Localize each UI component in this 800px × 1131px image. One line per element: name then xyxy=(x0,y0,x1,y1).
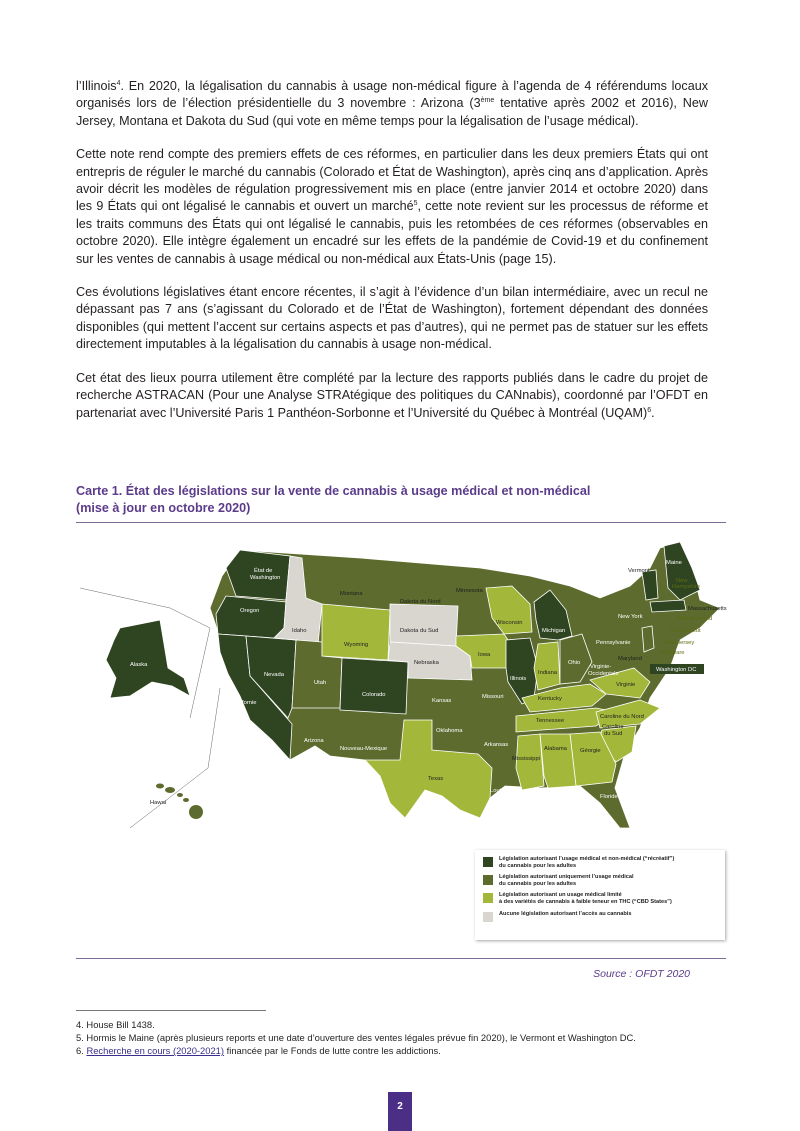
footnote-4: 4. House Bill 1438. xyxy=(76,1019,155,1030)
legend-swatch-limited xyxy=(483,893,493,903)
label-washington-2: Washington xyxy=(250,575,281,581)
map-caption-line-2: (mise à jour en octobre 2020) xyxy=(76,501,251,515)
legend-label-recreational-2: du cannabis pour les adultes xyxy=(499,862,577,869)
label-kentucky: Kentucky xyxy=(538,696,562,702)
label-nebraska: Nebraska xyxy=(414,660,439,666)
footnote-rule xyxy=(76,1010,266,1011)
label-caroline-du-sud-2: du Sud xyxy=(604,731,623,737)
footnotes xyxy=(76,1018,726,1058)
label-caroline-du-nord: Caroline du Nord xyxy=(600,714,644,720)
footnote-6-number: 6. xyxy=(76,1045,87,1057)
map-legend xyxy=(475,850,725,940)
state-shape-alabama xyxy=(540,734,576,788)
label-new-hampshire-2: Hampshire xyxy=(672,584,701,590)
footnote-5: 5. Hormis le Maine (après plusieurs reports et une date d’ouverture des ventes légales prévue fin 2020), le Vermont et Washington DC. xyxy=(76,1032,636,1044)
legend-swatch-none xyxy=(483,912,493,922)
body-text xyxy=(76,78,708,438)
source-rule xyxy=(76,958,726,959)
label-idaho: Idaho xyxy=(292,628,307,634)
label-arizona: Arizona xyxy=(304,738,324,744)
state-shape-massachusetts xyxy=(650,600,686,612)
map-caption xyxy=(76,483,716,517)
label-maryland: Maryland xyxy=(618,656,642,662)
paragraph-3: Ces évolutions législatives étant encore récentes, il s’agit à l’évidence d’un bilan intermédiaire, avec un recul ne dépassant pas 7 ans (s’agissant du Colorado et de l’État de Washington), fortement dépendant des données disponibles (qui mettent l’accent sur certains aspects et pas d’autres), qui ne permet pas de statuer sur les effets directement imputables à la légalisation du cannabis à usage non-médical. xyxy=(76,285,708,352)
state-shape-wyoming xyxy=(322,604,390,660)
label-delaware: Delaware xyxy=(660,650,685,656)
label-missouri: Missouri xyxy=(482,694,504,700)
paragraph-1 xyxy=(76,78,708,130)
label-tennessee: Tennessee xyxy=(536,718,565,724)
label-utah: Utah xyxy=(314,680,327,686)
label-alabama: Alabama xyxy=(544,746,567,752)
p1-pre: l’Illinois xyxy=(76,79,117,93)
footnote-6-link[interactable]: Recherche en cours (2020-2021) xyxy=(86,1045,225,1057)
paragraph-2 xyxy=(76,146,708,268)
map-caption-line-1: Carte 1. État des législations sur la vente de cannabis à usage médical et non-médical xyxy=(76,484,591,498)
p4-pre: Cet état des lieux pourra utilement être complété par la lecture des rapports publiés dans le cadre du projet de recherche ASTRACAN (Pour une Analyse STRAtégique des politiques du CANnabis), coordonné par l’OFDT en partenariat avec l’Université Paris 1 Panthéon-Sorbonne et l’Université du Québec à Montréal (UQAM) xyxy=(76,370,708,420)
state-shape-indiana xyxy=(534,642,560,690)
label-floride: Floride xyxy=(600,794,618,800)
footnote-6 xyxy=(76,1044,726,1057)
label-colorado: Colorado xyxy=(362,692,386,698)
paragraph-4 xyxy=(76,370,708,422)
footnote-ref-4[interactable]: 4 xyxy=(116,79,121,87)
label-massachusetts: Massachusetts xyxy=(688,606,727,612)
label-pennsylvanie: Pennsylvanie xyxy=(596,640,631,646)
label-texas: Texas xyxy=(428,776,444,782)
label-louisiane: Louisiane xyxy=(490,788,515,794)
label-virginie: Virginie xyxy=(616,682,636,688)
legend-label-none: Aucune législation autorisant l’accès au cannabis xyxy=(499,910,632,917)
label-new-york: New York xyxy=(618,614,643,620)
legend-label-medical-2: du cannabis pour les adultes xyxy=(499,880,577,887)
label-dakota-du-sud: Dakota du Sud xyxy=(400,628,439,634)
footnote-ref-5[interactable]: 5 xyxy=(413,200,418,208)
p1-post: tentative après 2002 et 2016), New Jersey, Montana et Dakota du Sud (qui vote en même temps pour la légalisation de l’usage médical). xyxy=(76,96,709,128)
label-new-jersey: New Jersey xyxy=(664,640,695,646)
state-shape-colorado xyxy=(340,658,408,714)
legend-label-limited-1: Législation autorisant un usage médical limité xyxy=(499,892,622,899)
label-connecticut: Connecticut xyxy=(670,628,701,634)
label-caroline-du-sud-1: Caroline xyxy=(602,724,624,730)
label-virginie-occ-2: Occidentale xyxy=(588,671,619,677)
p4-post: . xyxy=(651,405,655,420)
label-alaska: Alaska xyxy=(130,662,148,668)
label-virginie-occ-1: Virginie- xyxy=(590,664,612,670)
legend-item-limited xyxy=(483,892,719,905)
legend-label-recreational-1: Législation autorisant l’usage médical et non-médical (“récréatif”) xyxy=(499,856,675,862)
state-shape-dakota-du-sud xyxy=(390,604,458,646)
legend-label-limited-2: à des variétés de cannabis à faible teneur en THC (“CBD States”) xyxy=(499,898,672,905)
label-rhode-island: Rhode Island xyxy=(678,616,713,622)
label-nevada: Nevada xyxy=(264,672,284,678)
label-mississippi: Mississippi xyxy=(512,756,541,762)
label-dakota-du-nord: Dakota du Nord xyxy=(400,599,441,605)
legend-swatch-recreational xyxy=(483,857,493,867)
label-kansas: Kansas xyxy=(432,698,452,704)
legend-item-none xyxy=(483,911,719,922)
label-iowa: Iowa xyxy=(478,652,491,658)
label-vermont: Vermont xyxy=(628,568,650,574)
page-number: 2 xyxy=(388,1092,412,1131)
label-ohio: Ohio xyxy=(568,660,581,666)
label-washington-1: État de xyxy=(254,568,273,574)
label-indiana: Indiana xyxy=(538,670,558,676)
hawaii-frame xyxy=(130,688,220,828)
footnote-ref-6[interactable]: 6 xyxy=(647,406,652,414)
legend-item-medical xyxy=(483,874,719,887)
label-georgie: Géorgie xyxy=(580,748,601,754)
p1-mid: . En 2020, la légalisation du cannabis à usage non-médical figure à l’agenda de 4 référendums locaux organisés lors de l’élection présidentielle du 3 novembre : Arizona (3 xyxy=(76,79,708,111)
label-minnesota: Minnesota xyxy=(456,588,483,594)
state-shape-oregon xyxy=(216,596,286,638)
label-michigan: Michigan xyxy=(542,628,566,634)
label-oregon: Oregon xyxy=(240,608,260,614)
label-washington-dc: Washington DC xyxy=(656,667,697,673)
caption-rule xyxy=(76,522,726,523)
p2-post: , cette note revient sur les processus de réforme et les traits communs des États qui ont légalisé le cannabis, puis les retombées de ces réformes (observables en octobre 2020). Elle intègre également un encadré sur les effets de la pandémie de Covid-19 et du confinement sur les ventes de cannabis à usage médical ou non-médical aux États-Unis (page 15). xyxy=(76,199,708,266)
label-new-hampshire-1: New xyxy=(676,578,688,584)
label-wisconsin: Wisconsin xyxy=(496,620,523,626)
map-source: Source : OFDT 2020 xyxy=(593,968,690,980)
label-nouveau-mexique: Nouveau-Mexique xyxy=(340,746,388,752)
state-shape-alaska xyxy=(106,620,190,698)
legend-swatch-medical xyxy=(483,875,493,885)
footnote-6-rest: financée par le Fonds de lutte contre les addictions. xyxy=(224,1045,441,1057)
label-montana: Montana xyxy=(340,591,363,597)
label-arkansas: Arkansas xyxy=(484,742,509,748)
label-maine: Maine xyxy=(666,560,682,566)
label-californie: Californie xyxy=(232,700,257,706)
label-oklahoma: Oklahoma xyxy=(436,728,463,734)
state-shape-new-jersey xyxy=(642,626,654,652)
legend-label-medical-1: Législation autorisant uniquement l’usage médical xyxy=(499,874,634,881)
state-shape-mississippi xyxy=(516,734,544,790)
p1-ordinal: ème xyxy=(480,97,495,105)
legend-item-recreational xyxy=(483,856,719,869)
label-wyoming: Wyoming xyxy=(344,642,369,648)
p2-pre: Cette note rend compte des premiers effets de ces réformes, en particulier dans les deux premiers États qui ont entrepris de réguler le marché du cannabis (Colorado et État de Washington), après cinq ans d’application. Après avoir décrit les modèles de régulation progressivement mis en place (entre janvier 2014 et octobre 2020) dans les 9 États qui ont légalisé le cannabis et ouvert un marché xyxy=(76,147,708,214)
label-illinois: Illinois xyxy=(510,676,527,682)
label-hawaii: Hawaï xyxy=(150,800,167,806)
